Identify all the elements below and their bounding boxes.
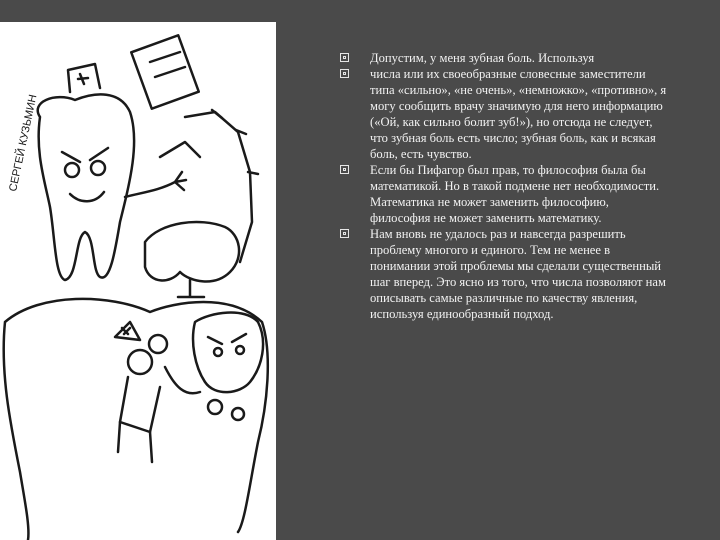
muscle-arm	[145, 222, 239, 281]
cartoon-teeth-illustration	[0, 22, 276, 540]
bullet-square-icon	[340, 165, 349, 174]
bullet-square-icon	[340, 229, 349, 238]
bullet-text: Нам вновь не удалось раз и навсегда разрешить проблему многого и единого. Тем не менее в понимании этой проблемы мы сделали существенный шаг вперед. Это ясно из того, что числа позволяют нам описывать самые различные по качеству явления, используя единообразный подход.	[370, 227, 666, 321]
artist-signature: СЕРГЕЙ КУЗЬМИН	[7, 93, 40, 193]
bullet-item-3	[340, 162, 670, 226]
bullet-item-1	[340, 50, 670, 66]
angry-tooth-body	[38, 94, 134, 280]
angry-tooth-right	[193, 313, 263, 393]
bullet-text: числа или их своеобразные словесные заместители типа «сильно», «не очень», «немножко», «противно», я могу сообщить врачу значимую для него информацию («Ой, как сильно болит зуб!»), но отсюда не следует, что зубная боль есть число; зубная боль, как и всякая боль, есть чувство.	[370, 67, 667, 161]
dental-robot-arm	[185, 112, 252, 262]
bullet-square-icon	[340, 53, 349, 62]
bullet-item-4	[340, 226, 670, 322]
bullet-list	[340, 50, 670, 322]
bullet-square-icon	[340, 69, 349, 78]
bullet-text: Если бы Пифагор был прав, то философия была бы математикой. Но в такой подмене нет необходимости. Математика не может заменить философию, философия не может заменить математику.	[370, 163, 660, 225]
tooth-eyes	[62, 148, 108, 162]
bullet-text: Допустим, у меня зубная боль. Используя	[370, 51, 595, 65]
bullet-item-2	[340, 66, 670, 162]
large-tooth-bottom	[4, 299, 268, 540]
cartoon-teeth-drawing	[0, 22, 276, 540]
